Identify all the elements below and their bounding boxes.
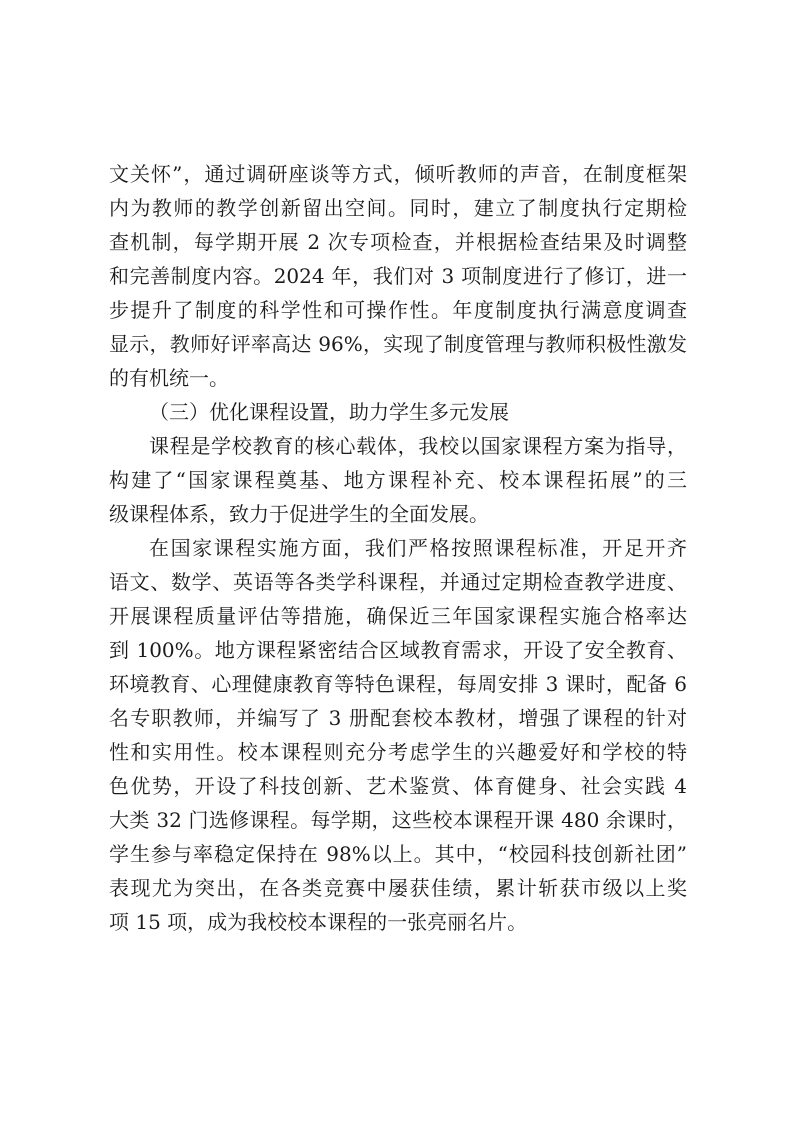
- text-line-9: 课程是学校教育的核心载体，我校以国家课程方案为指导，: [149, 434, 687, 458]
- text-line-23: 项 15 项，成为我校校本课程的一张亮丽名片。: [109, 910, 528, 934]
- text-line-19: 色优势，开设了科技创新、艺术鉴赏、体育健身、社会实践 4: [109, 774, 687, 798]
- text-line-16: 环境教育、心理健康教育等特色课程，每周安排 3 课时，配备 6: [109, 672, 687, 696]
- text-line-6: 显示，教师好评率高达 96%，实现了制度管理与教师积极性激发: [109, 332, 687, 356]
- text-line-1: 文关怀”，通过调研座谈等方式，倾听教师的声音，在制度框架: [109, 162, 687, 186]
- text-line-10: 构建了“国家课程奠基、地方课程补充、校本课程拓展”的三: [109, 468, 687, 492]
- text-line-14: 开展课程质量评估等措施，确保近三年国家课程实施合格率达: [109, 604, 687, 628]
- text-line-11: 级课程体系，致力于促进学生的全面发展。: [109, 502, 489, 526]
- text-line-22: 表现尤为突出，在各类竞赛中屡获佳绩，累计斩获市级以上奖: [109, 876, 687, 900]
- text-line-5: 步提升了制度的科学性和可操作性。年度制度执行满意度调查: [109, 298, 687, 322]
- text-line-13: 语文、数学、英语等各类学科课程，并通过定期检查教学进度、: [109, 570, 687, 594]
- text-line-4: 和完善制度内容。2024 年，我们对 3 项制度进行了修订，进一: [109, 264, 687, 288]
- section-heading: （三）优化课程设置，助力学生多元发展: [149, 400, 509, 424]
- text-line-2: 内为教师的教学创新留出空间。同时，建立了制度执行定期检: [109, 196, 687, 220]
- text-line-20: 大类 32 门选修课程。每学期，这些校本课程开课 480 余课时，: [109, 808, 687, 832]
- text-line-18: 性和实用性。校本课程则充分考虑学生的兴趣爱好和学校的特: [109, 740, 687, 764]
- text-line-15: 到 100%。地方课程紧密结合区域教育需求，开设了安全教育、: [109, 638, 687, 662]
- text-line-17: 名专职教师，并编写了 3 册配套校本教材，增强了课程的针对: [109, 706, 687, 730]
- text-line-3: 查机制，每学期开展 2 次专项检查，并根据检查结果及时调整: [109, 230, 687, 254]
- text-line-12: 在国家课程实施方面，我们严格按照课程标准，开足开齐: [149, 536, 687, 560]
- text-line-7: 的有机统一。: [109, 366, 229, 390]
- text-line-21: 学生参与率稳定保持在 98%以上。其中，“校园科技创新社团”: [109, 842, 687, 866]
- body-text: [109, 157, 687, 939]
